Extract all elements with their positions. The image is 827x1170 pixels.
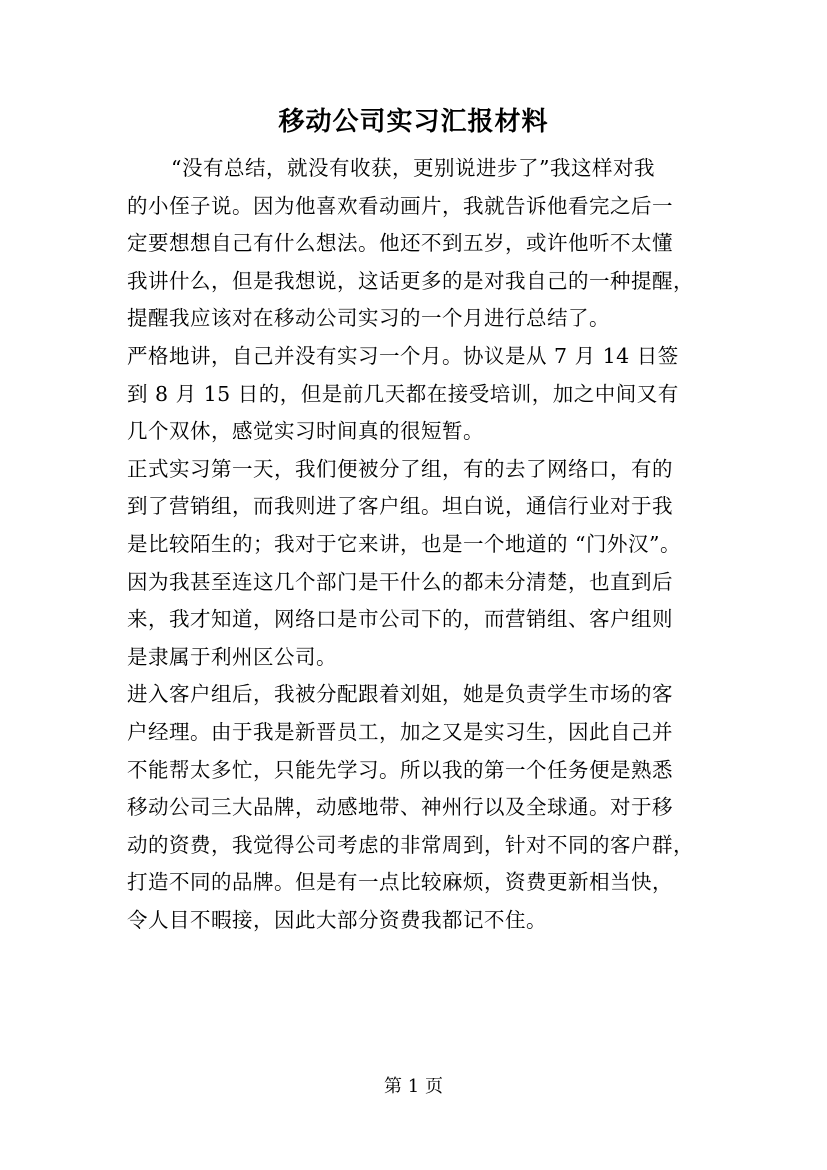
body-line: 到了营销组，而我则进了客户组。坦白说，通信行业对于我 xyxy=(127,494,673,519)
body-line: 移动公司三大品牌，动感地带、神州行以及全球通。对于移 xyxy=(127,795,673,820)
body-line: 定要想想自己有什么想法。他还不到五岁，或许他听不太懂 xyxy=(127,231,673,256)
document-body xyxy=(127,150,707,939)
body-line: 几个双休，感觉实习时间真的很短暂。 xyxy=(127,419,484,444)
body-line: 动的资费，我觉得公司考虑的非常周到，针对不同的客户群， xyxy=(127,832,694,857)
body-line: 正式实习第一天，我们便被分了组，有的去了网络口，有的 xyxy=(127,456,673,481)
body-line: 是比较陌生的；我对于它来讲，也是一个地道的 “门外汉”。 xyxy=(127,531,681,556)
body-line: 提醒我应该对在移动公司实习的一个月进行总结了。 xyxy=(127,306,610,331)
body-line: 因为我甚至连这几个部门是干什么的都未分清楚，也直到后 xyxy=(127,569,673,594)
body-line: 令人目不暇接，因此大部分资费我都记不住。 xyxy=(127,907,547,932)
body-line: 的小侄子说。因为他喜欢看动画片，我就告诉他看完之后一 xyxy=(127,193,673,218)
body-line: 我讲什么，但是我想说，这话更多的是对我自己的一种提醒， xyxy=(127,268,694,293)
body-line: “没有总结，就没有收获，更别说进步了”我这样对我 xyxy=(171,156,655,180)
body-line: 进入客户组后，我被分配跟着刘姐，她是负责学生市场的客 xyxy=(127,682,673,707)
body-line: 户经理。由于我是新晋员工，加之又是实习生，因此自己并 xyxy=(127,719,673,744)
body-line: 打造不同的品牌。但是有一点比较麻烦，资费更新相当快， xyxy=(127,870,673,895)
body-line: 是隶属于利州区公司。 xyxy=(127,644,337,669)
body-line: 不能帮太多忙，只能先学习。所以我的第一个任务便是熟悉 xyxy=(127,757,673,782)
body-line: 到 8 月 15 日的，但是前几天都在接受培训，加之中间又有 xyxy=(127,381,679,406)
body-line: 严格地讲，自己并没有实习一个月。协议是从 7 月 14 日签 xyxy=(127,343,679,368)
page-number: 第 1 页 xyxy=(384,1076,443,1097)
body-line: 来，我才知道，网络口是市公司下的，而营销组、客户组则 xyxy=(127,607,673,632)
document-title: 移动公司实习汇报材料 xyxy=(278,107,549,137)
